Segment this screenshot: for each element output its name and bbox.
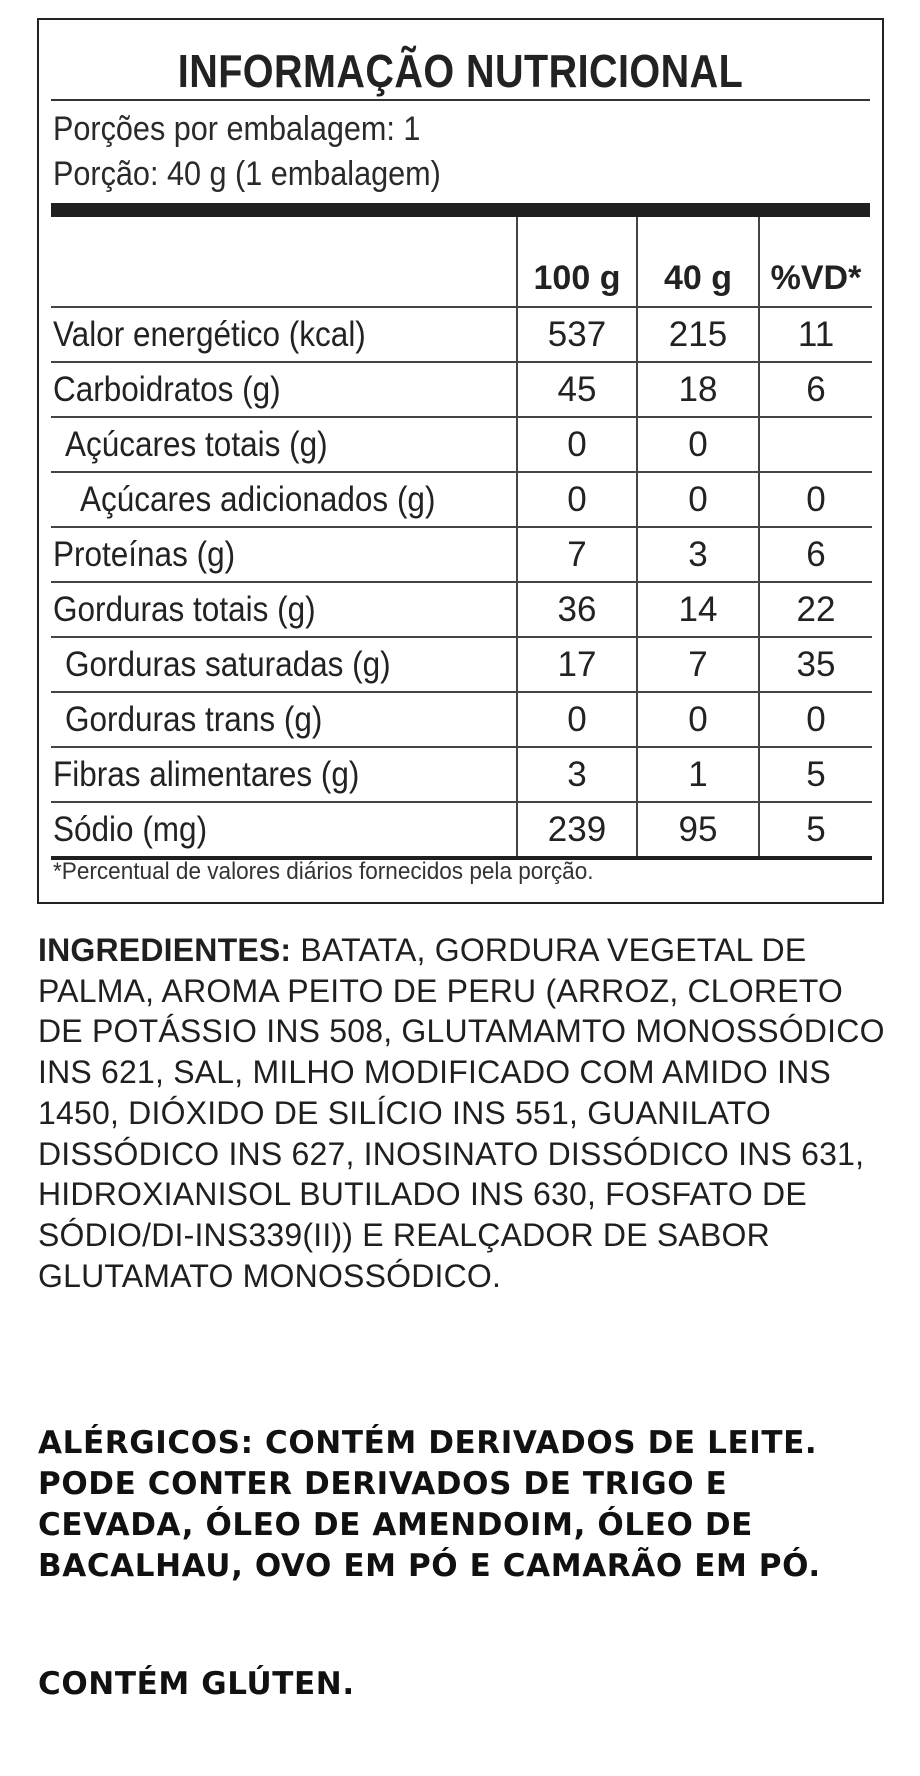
value-per-100g: 0 bbox=[517, 692, 637, 747]
nutrient-name-label: Gorduras totais (g) bbox=[53, 589, 316, 629]
header-daily-value: %VD* bbox=[759, 217, 872, 307]
value-per-100g: 17 bbox=[517, 637, 637, 692]
nutrient-name bbox=[51, 747, 517, 802]
value-per-portion: 95 bbox=[637, 802, 759, 858]
nutrient-name-label: Fibras alimentares (g) bbox=[53, 754, 360, 794]
nutrient-name-label: Gorduras trans (g) bbox=[65, 699, 323, 739]
nutrient-name-label: Gorduras saturadas (g) bbox=[65, 644, 391, 684]
value-per-portion: 18 bbox=[637, 362, 759, 417]
ingredients-text: BATATA, GORDURA VEGETAL DE PALMA, AROMA PEITO DE PERU (ARROZ, CLORETO DE POTÁSSIO INS 508, GLUTAMAMTO MONOSSÓDICO INS 621, SAL, MILHO MODIFICADO COM AMIDO INS 1450, DIÓXIDO DE SILÍCIO INS 551, GUANILATO DISSÓDICO INS 627, INOSINATO DISSÓDICO INS 631, HIDROXIANISOL BUTILADO INS 630, FOSFATO DE SÓDIO/DI-INS339(II)) E REALÇADOR DE SABOR GLUTAMATO MONOSSÓDICO. bbox=[38, 932, 885, 1294]
nutrition-facts-panel bbox=[37, 18, 884, 904]
nutrition-row bbox=[51, 747, 872, 802]
ingredients-label: INGREDIENTES: bbox=[38, 932, 292, 968]
value-daily-percent: 35 bbox=[759, 637, 872, 692]
value-daily-percent: 22 bbox=[759, 582, 872, 637]
serving-size: Porção: 40 g (1 embalagem) bbox=[53, 155, 441, 193]
value-daily-percent: 5 bbox=[759, 802, 872, 858]
nutrition-row bbox=[51, 472, 872, 527]
header-nutrient bbox=[51, 217, 517, 307]
nutrient-name bbox=[51, 582, 517, 637]
nutrient-name-label: Sódio (mg) bbox=[53, 809, 208, 849]
nutrition-row bbox=[51, 307, 872, 362]
nutrient-name bbox=[51, 527, 517, 582]
nutrition-row bbox=[51, 582, 872, 637]
gluten-warning: CONTÉM GLÚTEN. bbox=[38, 1666, 355, 1702]
nutrient-name bbox=[51, 307, 517, 362]
nutrition-row bbox=[51, 362, 872, 417]
nutrition-row bbox=[51, 527, 872, 582]
nutrient-name-label: Açúcares adicionados (g) bbox=[80, 479, 436, 519]
nutrient-name bbox=[51, 362, 517, 417]
servings-per-package: Porções por embalagem: 1 bbox=[53, 110, 421, 148]
value-per-100g: 0 bbox=[517, 472, 637, 527]
nutrient-name bbox=[51, 637, 517, 692]
title-divider bbox=[51, 99, 870, 101]
nutrition-row bbox=[51, 692, 872, 747]
value-per-100g: 7 bbox=[517, 527, 637, 582]
value-daily-percent: 0 bbox=[759, 692, 872, 747]
nutrition-title: INFORMAÇÃO NUTRICIONAL bbox=[177, 45, 744, 97]
nutrition-header-row bbox=[51, 217, 872, 307]
value-per-100g: 537 bbox=[517, 307, 637, 362]
nutrient-name-label: Carboidratos (g) bbox=[53, 369, 281, 409]
value-daily-percent: 11 bbox=[759, 307, 872, 362]
value-per-portion: 3 bbox=[637, 527, 759, 582]
value-per-portion: 7 bbox=[637, 637, 759, 692]
nutrient-name bbox=[51, 692, 517, 747]
value-per-portion: 215 bbox=[637, 307, 759, 362]
thick-divider-bar bbox=[51, 203, 870, 217]
nutrient-name-label: Proteínas (g) bbox=[53, 534, 236, 574]
ingredients-section bbox=[38, 930, 888, 1296]
value-per-100g: 45 bbox=[517, 362, 637, 417]
value-per-portion: 0 bbox=[637, 417, 759, 472]
value-per-portion: 0 bbox=[637, 472, 759, 527]
nutrient-name bbox=[51, 417, 517, 472]
nutrition-table bbox=[51, 217, 872, 860]
nutrient-name-label: Açúcares totais (g) bbox=[65, 424, 328, 464]
allergens-warning: ALÉRGICOS: CONTÉM DERIVADOS DE LEITE. PODE CONTER DERIVADOS DE TRIGO E CEVADA, ÓLEO DE AMENDOIM, ÓLEO DE BACALHAU, OVO EM PÓ E CAMARÃO EM PÓ. bbox=[38, 1425, 821, 1584]
value-daily-percent: 6 bbox=[759, 362, 872, 417]
value-per-portion: 14 bbox=[637, 582, 759, 637]
nutrient-name-label: Valor energético (kcal) bbox=[53, 314, 366, 354]
nutrition-row bbox=[51, 802, 872, 858]
value-per-100g: 3 bbox=[517, 747, 637, 802]
value-daily-percent: 5 bbox=[759, 747, 872, 802]
header-per-portion: 40 g bbox=[637, 217, 759, 307]
value-daily-percent: 0 bbox=[759, 472, 872, 527]
value-per-portion: 0 bbox=[637, 692, 759, 747]
nutrition-table-body bbox=[51, 307, 872, 858]
nutrient-name bbox=[51, 802, 517, 858]
value-daily-percent: 6 bbox=[759, 527, 872, 582]
daily-value-footnote: *Percentual de valores diários fornecidos pela porção. bbox=[53, 858, 594, 885]
value-per-100g: 0 bbox=[517, 417, 637, 472]
nutrition-row bbox=[51, 417, 872, 472]
value-per-portion: 1 bbox=[637, 747, 759, 802]
value-per-100g: 239 bbox=[517, 802, 637, 858]
nutrition-row bbox=[51, 637, 872, 692]
value-daily-percent bbox=[759, 417, 872, 472]
header-per-100g: 100 g bbox=[517, 217, 637, 307]
value-per-100g: 36 bbox=[517, 582, 637, 637]
nutrient-name bbox=[51, 472, 517, 527]
